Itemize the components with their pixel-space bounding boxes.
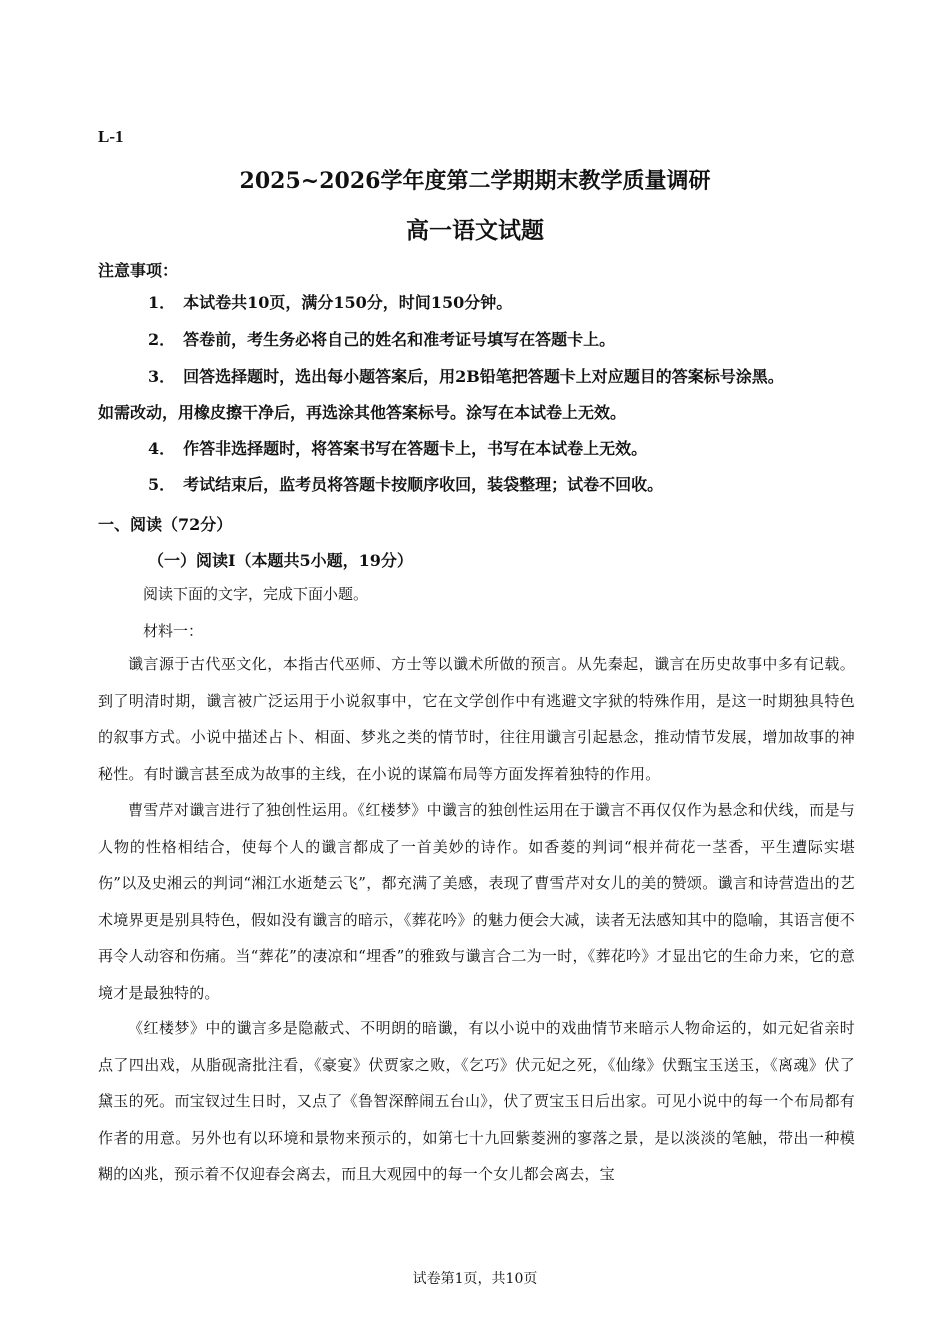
notice-item-3	[98, 367, 908, 387]
subsection-title: （一）阅读I（本题共5小题，19分）	[148, 551, 413, 570]
paper-code: L-1	[98, 127, 124, 146]
notice-item-number: 5．	[148, 475, 176, 494]
exam-title: 2025~2026学年度第二学期期末教学质量调研	[239, 168, 711, 194]
reading-instruction: 阅读下面的文字，完成下面小题。	[143, 585, 369, 603]
notice-heading: 注意事项：	[98, 261, 179, 280]
notice-item-text: 本试卷共10页，满分150分，时间150分钟。	[183, 293, 513, 312]
notice-item-2	[98, 330, 908, 350]
passage-paragraph-3: 《红楼梦》中的谶言多是隐蔽式、不明朗的暗谶，有以小说中的戏曲情节来暗示人物命运的，如元妃省亲时点了四出戏，从脂砚斋批注看，《豪宴》伏贾家之败，《乞巧》伏元妃之死，《仙缘》伏甄宝玉送玉，《离魂》伏了黛玉的死。而宝钗过生日时，又点了《鲁智深醉闹五台山》，伏了贾宝玉日后出家。可见小说中的每一个布局都有作者的用意。另外也有以环境和景物来预示的，如第七十九回紫菱洲的寥落之景，是以淡淡的笔触，带出一种模糊的凶兆，预示着不仅迎春会离去，而且大观园中的每一个女儿都会离去，宝	[98, 1019, 855, 1183]
passage-paragraph-1: 谶言源于古代巫文化，本指古代巫师、方士等以谶术所做的预言。从先秦起，谶言在历史故事中多有记载。到了明清时期，谶言被广泛运用于小说叙事中，它在文学创作中有逃避文字狱的特殊作用，是这一时期独具特色的叙事方式。小说中描述占卜、相面、梦兆之类的情节时，往往用谶言引起悬念，推动情节发展，增加故事的神秘性。有时谶言甚至成为故事的主线，在小说的谋篇布局等方面发挥着独特的作用。	[98, 655, 855, 783]
notice-item-1	[98, 293, 908, 313]
notice-item-text: 回答选择题时，选出每小题答案后，用2B铅笔把答题卡上对应题目的答案标号涂黑。	[183, 367, 784, 386]
notice-item-number: 2．	[148, 330, 176, 349]
notice-item-4	[98, 439, 908, 459]
exam-subtitle: 高一语文试题	[406, 217, 544, 244]
notice-item-number: 3．	[148, 367, 176, 386]
notice-item-3-continuation: 如需改动，用橡皮擦干净后，再选涂其他答案标号。涂写在本试卷上无效。	[98, 403, 627, 422]
notice-item-5	[98, 475, 908, 495]
material-label: 材料一：	[143, 622, 204, 640]
notice-item-text: 答卷前，考生务必将自己的姓名和准考证号填写在答题卡上。	[183, 330, 616, 349]
notice-item-number: 1．	[148, 293, 176, 312]
section-title: 一、阅读（72分）	[98, 515, 233, 534]
notice-item-text: 考试结束后，监考员将答题卡按顺序收回，装袋整理；试卷不回收。	[183, 475, 664, 494]
notice-item-number: 4．	[148, 439, 176, 458]
notice-item-text: 作答非选择题时，将答案书写在答题卡上，书写在本试卷上无效。	[183, 439, 648, 458]
passage-paragraph-2: 曹雪芹对谶言进行了独创性运用。《红楼梦》中谶言的独创性运用在于谶言不再仅仅作为悬念和伏线，而是与人物的性格相结合，使每个人的谶言都成了一首美妙的诗作。如香菱的判词“根并荷花一茎香，平生遭际实堪伤”以及史湘云的判词“湘江水逝楚云飞”，都充满了美感，表现了曹雪芹对女儿的美的赞颂。谶言和诗营造出的艺术境界更是别具特色，假如没有谶言的暗示，《葬花吟》的魅力便会大减，读者无法感知其中的隐喻，其语言便不再令人动容和伤痛。当“葬花”的凄凉和“埋香”的雅致与谶言合二为一时，《葬花吟》才显出它的生命力来，它的意境才是最独特的。	[98, 801, 855, 1002]
page-footer: 试卷第1页，共10页	[412, 1271, 538, 1287]
